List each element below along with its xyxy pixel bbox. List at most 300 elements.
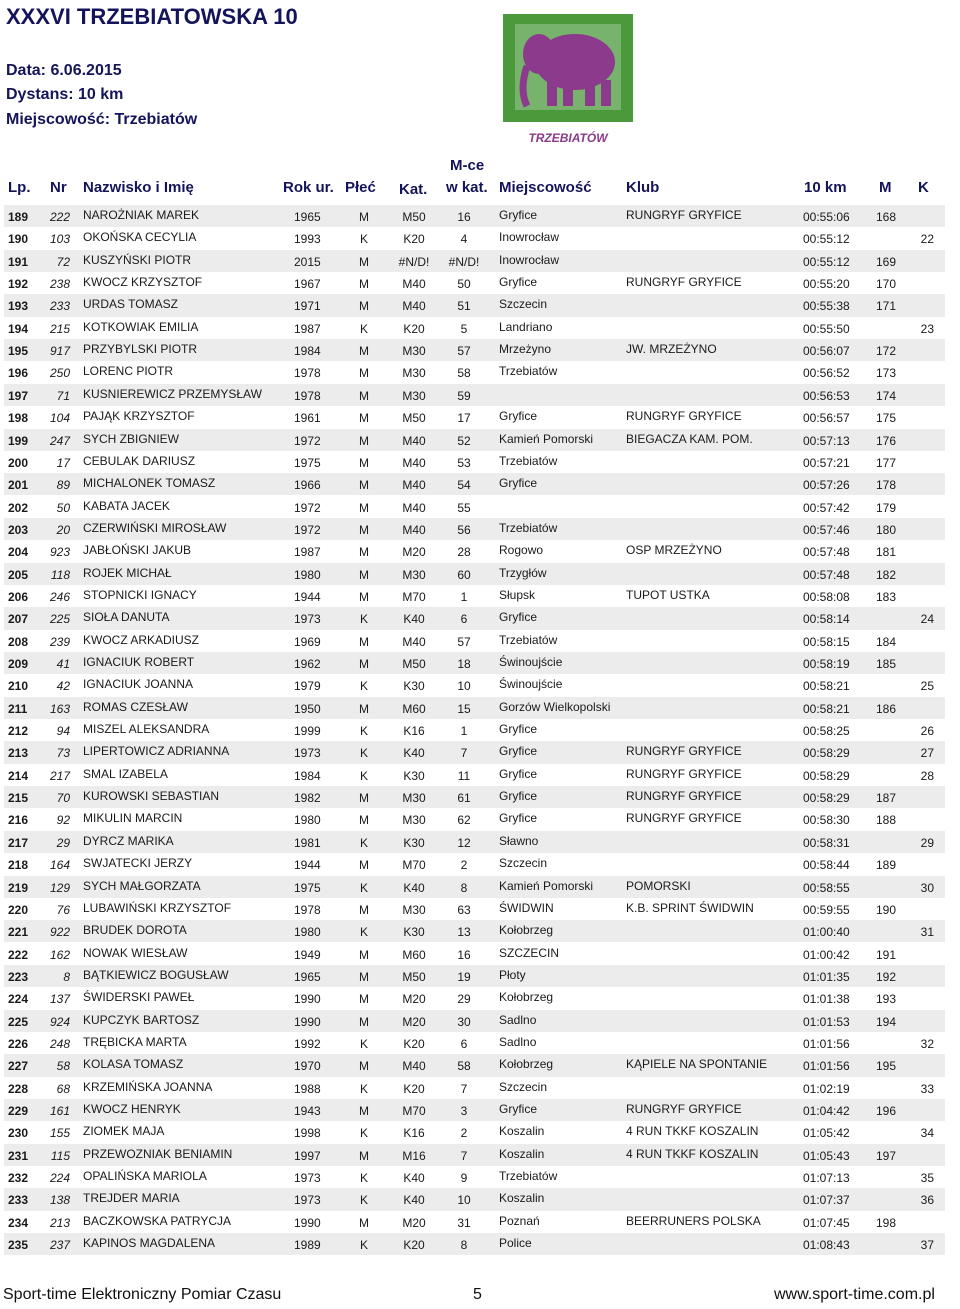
row-name: CEBULAK DARIUSZ xyxy=(83,453,196,468)
row-cat-place: 31 xyxy=(457,1215,471,1230)
row-cat: M20 xyxy=(402,992,426,1007)
row-year: 1984 xyxy=(294,344,321,359)
row-year: 1978 xyxy=(294,902,321,917)
row-cat: M50 xyxy=(402,210,426,224)
row-year: 1973 xyxy=(294,1193,321,1208)
row-lp: 235 xyxy=(8,1238,29,1253)
row-city: Kołobrzeg xyxy=(499,990,554,1005)
row-cat-place: 10 xyxy=(457,679,471,694)
row-cat: M40 xyxy=(402,478,426,493)
table-row xyxy=(4,272,945,294)
table-row xyxy=(4,361,945,383)
row-sex: M xyxy=(359,902,369,917)
row-name: KOLASA TOMASZ xyxy=(83,1057,184,1072)
table-row xyxy=(4,719,945,741)
row-nr: 922 xyxy=(49,925,70,940)
row-lp: 199 xyxy=(8,433,29,448)
row-lp: 192 xyxy=(8,277,29,292)
row-lp: 222 xyxy=(8,947,29,962)
row-cat: K20 xyxy=(403,1081,425,1096)
row-cat-place: 10 xyxy=(457,1193,471,1208)
row-year: 1969 xyxy=(294,634,321,649)
row-time: 00:55:12 xyxy=(803,232,850,247)
row-sex: M xyxy=(359,411,369,426)
row-cat: M40 xyxy=(402,1059,426,1074)
row-sex: M xyxy=(359,1104,369,1118)
row-sex: K xyxy=(359,724,368,739)
table-row xyxy=(4,451,945,473)
table-row xyxy=(4,518,945,540)
row-nr: 92 xyxy=(56,813,70,828)
row-place-k: 27 xyxy=(920,746,934,761)
row-lp: 234 xyxy=(8,1215,29,1230)
row-place-k: 29 xyxy=(920,835,934,850)
table-row xyxy=(4,1054,945,1076)
row-year: 1973 xyxy=(294,1171,321,1186)
row-nr: 70 xyxy=(56,791,70,806)
row-club: 4 RUN TKKF KOSZALIN xyxy=(626,1124,759,1139)
row-time: 00:57:42 xyxy=(803,500,850,515)
row-name: MICHALONEK TOMASZ xyxy=(83,476,216,491)
table-row xyxy=(4,1010,945,1032)
row-cat-place: 55 xyxy=(457,500,471,515)
row-name: CZERWIŃSKI MIROSŁAW xyxy=(83,520,227,535)
row-lp: 200 xyxy=(8,455,29,470)
row-time: 00:59:55 xyxy=(803,902,850,917)
row-lp: 191 xyxy=(8,254,29,269)
table-row xyxy=(4,674,945,696)
row-nr: 246 xyxy=(49,589,70,604)
row-cat: M30 xyxy=(402,388,426,403)
row-nr: 233 xyxy=(49,299,70,314)
row-year: 1972 xyxy=(294,500,321,515)
row-place-m: 187 xyxy=(876,791,897,806)
table-row xyxy=(4,943,945,965)
row-cat-place: 60 xyxy=(457,567,471,582)
row-year: 1966 xyxy=(294,478,321,493)
row-time: 00:57:46 xyxy=(803,522,850,537)
row-year: 1943 xyxy=(294,1104,321,1118)
row-cat: K40 xyxy=(403,746,425,761)
row-sex: K xyxy=(359,1238,368,1253)
row-name: KUROWSKI SEBASTIAN xyxy=(83,789,220,804)
row-cat-place: 7 xyxy=(460,1148,468,1163)
row-city: Trzebiatów xyxy=(499,520,558,535)
row-name: LORENC PIOTR xyxy=(83,364,174,379)
row-cat-place: 6 xyxy=(460,1036,468,1051)
row-city: Kamień Pomorski xyxy=(499,431,594,446)
row-nr: 215 xyxy=(49,321,70,336)
table-row xyxy=(4,741,945,763)
row-sex: M xyxy=(359,344,369,359)
row-cat: K20 xyxy=(403,232,425,247)
row-sex: M xyxy=(359,634,369,649)
row-place-k: 23 xyxy=(920,321,934,336)
row-year: 1972 xyxy=(294,433,321,448)
row-name: SWJATECKI JERZY xyxy=(83,856,193,871)
row-cat: K30 xyxy=(403,768,425,783)
row-year: 1978 xyxy=(294,388,321,403)
row-city: Szczecin xyxy=(499,856,548,871)
row-place-m: 180 xyxy=(876,522,897,537)
table-row xyxy=(4,429,945,451)
row-city: Trzebiatów xyxy=(499,453,558,468)
row-lp: 216 xyxy=(8,813,29,828)
row-time: 00:57:26 xyxy=(803,478,850,493)
row-place-m: 175 xyxy=(876,411,897,426)
row-sex: K xyxy=(359,768,368,783)
row-lp: 208 xyxy=(8,634,29,649)
row-year: 1975 xyxy=(294,880,321,895)
row-cat: K16 xyxy=(403,1126,425,1141)
row-nr: 76 xyxy=(56,902,70,917)
row-year: 1987 xyxy=(294,321,321,336)
row-sex: M xyxy=(359,366,369,381)
row-place-m: 192 xyxy=(876,969,897,984)
row-city: Landriano xyxy=(499,319,553,334)
row-time: 01:01:56 xyxy=(803,1036,850,1051)
row-time: 00:58:21 xyxy=(803,701,850,716)
row-nr: 104 xyxy=(49,411,70,426)
table-row xyxy=(4,540,945,562)
row-time: 01:07:13 xyxy=(803,1171,850,1186)
row-name: ROMAS CZESŁAW xyxy=(83,699,188,714)
row-nr: 138 xyxy=(49,1193,70,1208)
row-city: Trzebiatów xyxy=(499,1169,558,1184)
table-row xyxy=(4,250,945,272)
row-sex: M xyxy=(359,545,369,560)
row-time: 00:55:20 xyxy=(803,277,850,292)
row-place-k: 36 xyxy=(920,1193,934,1208)
row-cat: M30 xyxy=(402,813,426,828)
row-cat: K20 xyxy=(403,1238,425,1253)
row-nr: 29 xyxy=(56,835,70,850)
row-place-k: 31 xyxy=(920,925,934,940)
column-header xyxy=(0,157,960,200)
row-name: SMAL IZABELA xyxy=(83,766,168,781)
row-city: Koszalin xyxy=(499,1124,545,1139)
row-year: 1999 xyxy=(294,724,321,739)
table-row xyxy=(4,294,945,316)
table-row xyxy=(4,697,945,719)
table-row xyxy=(4,585,945,607)
row-place-m: 198 xyxy=(876,1215,897,1230)
row-name: OKOŃSKA CECYLIA xyxy=(83,230,197,245)
row-nr: 68 xyxy=(56,1081,70,1096)
row-club: RUNGRYF GRYFICE xyxy=(626,811,742,826)
row-cat-place: 58 xyxy=(457,1059,471,1074)
row-year: 1981 xyxy=(294,835,321,850)
row-cat-place: 8 xyxy=(460,880,468,895)
row-place-m: 196 xyxy=(876,1104,897,1118)
row-club: RUNGRYF GRYFICE xyxy=(626,766,742,781)
row-time: 01:00:40 xyxy=(803,925,850,940)
row-cat-place: 19 xyxy=(457,969,471,984)
table-row xyxy=(4,1211,945,1233)
row-city: Szczecin xyxy=(499,297,548,312)
row-cat: M30 xyxy=(402,567,426,582)
row-name: ZIOMEK MAJA xyxy=(83,1124,165,1139)
row-sex: K xyxy=(359,1193,368,1208)
row-nr: 923 xyxy=(49,545,70,560)
row-name: DYRCZ MARIKA xyxy=(83,833,174,848)
row-cat-place: 63 xyxy=(457,902,471,917)
row-sex: K xyxy=(359,1126,368,1141)
row-year: 1987 xyxy=(294,545,321,560)
row-nr: 115 xyxy=(50,1148,70,1163)
row-year: 1971 xyxy=(294,299,321,314)
row-name: KWOCZ HENRYK xyxy=(83,1102,181,1116)
row-nr: 225 xyxy=(49,612,70,627)
row-name: ROJEK MICHAŁ xyxy=(83,565,172,580)
row-sex: M xyxy=(359,478,369,493)
row-nr: 71 xyxy=(56,388,70,403)
row-sex: M xyxy=(359,433,369,448)
row-cat: M20 xyxy=(402,1014,426,1029)
row-sex: K xyxy=(359,1036,368,1051)
row-cat-place: 29 xyxy=(457,992,471,1007)
row-cat: K30 xyxy=(403,835,425,850)
row-time: 00:56:07 xyxy=(803,344,850,359)
row-time: 00:58:19 xyxy=(803,657,850,671)
row-city: Gryfice xyxy=(499,766,538,781)
row-sex: M xyxy=(359,1059,369,1074)
row-nr: 50 xyxy=(56,500,70,515)
table-row xyxy=(4,563,945,585)
table-row xyxy=(4,808,945,830)
row-cat-place: 7 xyxy=(460,746,468,761)
row-place-m: 169 xyxy=(876,254,897,269)
row-place-m: 176 xyxy=(876,433,897,448)
row-name: LIPERTOWICZ ADRIANNA xyxy=(83,744,230,759)
elephant-logo xyxy=(497,10,639,150)
row-place-m: 171 xyxy=(876,299,897,314)
row-cat: K40 xyxy=(403,1193,425,1208)
row-sex: M xyxy=(359,388,369,403)
row-cat-place: 58 xyxy=(457,366,471,381)
row-time: 00:58:15 xyxy=(803,634,850,649)
row-sex: M xyxy=(359,813,369,828)
row-nr: 164 xyxy=(49,858,70,873)
table-row xyxy=(4,786,945,808)
row-name: BĄTKIEWICZ BOGUSŁAW xyxy=(83,967,229,982)
row-name: URDAS TOMASZ xyxy=(83,297,178,312)
row-time: 00:56:52 xyxy=(803,366,850,381)
table-row xyxy=(4,831,945,853)
row-lp: 195 xyxy=(8,344,29,359)
row-year: 1967 xyxy=(294,277,321,292)
row-year: 1982 xyxy=(294,791,321,806)
row-city: SZCZECIN xyxy=(499,945,559,960)
row-cat-place: 15 xyxy=(457,701,471,716)
row-cat: #N/D! xyxy=(398,254,430,269)
row-cat: K30 xyxy=(403,925,425,940)
row-lp: 232 xyxy=(8,1171,29,1186)
row-nr: 17 xyxy=(56,455,70,470)
row-club: JW. MRZEŻYNO xyxy=(626,342,717,357)
row-lp: 206 xyxy=(8,589,29,604)
row-name: KAPINOS MAGDALENA xyxy=(83,1236,216,1251)
row-nr: 155 xyxy=(49,1126,70,1141)
row-club: 4 RUN TKKF KOSZALIN xyxy=(626,1146,759,1161)
row-place-m: 184 xyxy=(876,634,897,649)
row-lp: 219 xyxy=(8,880,29,895)
row-cat: M40 xyxy=(402,433,426,448)
row-cat: M40 xyxy=(402,634,426,649)
row-nr: 137 xyxy=(49,992,70,1007)
row-name: KOTKOWIAK EMILIA xyxy=(83,319,199,334)
row-lp: 225 xyxy=(8,1014,29,1029)
col-sex: Płeć xyxy=(345,179,376,196)
row-sex: M xyxy=(359,1215,369,1230)
row-nr: 72 xyxy=(56,254,70,269)
row-city: Sławno xyxy=(499,833,539,848)
row-lp: 217 xyxy=(8,835,29,850)
row-time: 00:58:25 xyxy=(803,724,850,739)
row-city: Świnoujście xyxy=(499,655,563,669)
row-cat: K16 xyxy=(403,724,425,739)
table-row xyxy=(4,1144,945,1166)
row-time: 01:05:43 xyxy=(803,1148,850,1163)
row-place-m: 190 xyxy=(876,902,897,917)
row-cat-place: 6 xyxy=(460,612,468,627)
row-city: Poznań xyxy=(499,1213,540,1228)
row-cat-place: 56 xyxy=(457,522,471,537)
row-lp: 230 xyxy=(8,1126,29,1141)
row-year: 1992 xyxy=(294,1036,321,1051)
row-year: 1984 xyxy=(294,768,321,783)
row-city: Gryfice xyxy=(499,811,538,826)
row-time: 00:58:55 xyxy=(803,880,850,895)
row-year: 2015 xyxy=(294,254,321,269)
row-lp: 223 xyxy=(8,969,29,984)
row-place-m: 186 xyxy=(876,701,897,716)
table-row xyxy=(4,406,945,428)
row-nr: 89 xyxy=(56,478,70,493)
row-lp: 209 xyxy=(8,657,29,671)
row-name: KUSNIEREWICZ PRZEMYSŁAW xyxy=(83,386,262,401)
row-name: PRZEWOZNIAK BENIAMIN xyxy=(83,1146,233,1161)
row-sex: K xyxy=(359,612,368,627)
row-year: 1975 xyxy=(294,455,321,470)
row-place-m: 172 xyxy=(876,344,897,359)
row-cat: M20 xyxy=(402,1215,426,1230)
row-nr: 58 xyxy=(56,1059,70,1074)
row-place-m: 178 xyxy=(876,478,897,493)
row-nr: 237 xyxy=(49,1238,70,1253)
row-time: 00:58:30 xyxy=(803,813,850,828)
row-time: 00:56:57 xyxy=(803,411,850,426)
col-nr: Nr xyxy=(50,179,67,196)
row-name: NOWAK WIESŁAW xyxy=(83,945,188,960)
row-nr: 238 xyxy=(49,277,70,292)
row-year: 1944 xyxy=(294,589,321,604)
row-time: 00:57:48 xyxy=(803,545,850,560)
table-row xyxy=(4,965,945,987)
row-cat: K40 xyxy=(403,880,425,895)
row-sex: K xyxy=(359,679,368,694)
row-place-m: 168 xyxy=(876,210,897,224)
row-sex: M xyxy=(359,947,369,962)
row-nr: 250 xyxy=(49,366,70,381)
row-city: Gryfice xyxy=(499,789,538,804)
table-row xyxy=(4,1099,945,1121)
row-lp: 233 xyxy=(8,1193,29,1208)
row-place-k: 25 xyxy=(920,679,934,694)
table-row xyxy=(4,205,945,227)
row-cat: M40 xyxy=(402,500,426,515)
table-row xyxy=(4,1077,945,1099)
row-sex: K xyxy=(359,925,368,940)
row-name: IGNACIUK JOANNA xyxy=(83,677,194,692)
row-city: Gryfice xyxy=(499,476,538,491)
row-sex: K xyxy=(359,321,368,336)
row-year: 1990 xyxy=(294,992,321,1007)
row-city: Inowrocław xyxy=(499,230,560,245)
row-year: 1970 xyxy=(294,1059,321,1074)
row-nr: 162 xyxy=(49,947,70,962)
row-sex: M xyxy=(359,969,369,984)
row-place-k: 37 xyxy=(920,1238,934,1253)
footer-left: Sport-time Elektroniczny Pomiar Czasu xyxy=(3,1286,282,1303)
row-year: 1973 xyxy=(294,612,321,627)
row-city: ŚWIDWIN xyxy=(499,900,554,915)
table-row xyxy=(4,496,945,518)
row-name: SYCH ZBIGNIEW xyxy=(83,431,180,446)
row-cat-place: 18 xyxy=(457,657,471,671)
table-row xyxy=(4,876,945,898)
row-time: 01:02:19 xyxy=(803,1081,850,1096)
row-sex: K xyxy=(359,1081,368,1096)
row-place-m: 179 xyxy=(876,500,897,515)
col-k: K xyxy=(918,179,929,196)
table-row xyxy=(4,764,945,786)
row-sex: M xyxy=(359,701,369,716)
row-nr: 924 xyxy=(49,1014,70,1029)
row-cat-place: 3 xyxy=(460,1104,468,1118)
row-place-m: 181 xyxy=(876,545,897,560)
row-lp: 229 xyxy=(8,1104,29,1118)
row-cat: M70 xyxy=(402,1104,426,1118)
row-nr: 163 xyxy=(49,701,70,716)
row-name: MISZEL ALEKSANDRA xyxy=(83,722,210,737)
row-cat-place: 50 xyxy=(457,277,471,292)
row-cat: K20 xyxy=(403,321,425,336)
row-cat-place: 16 xyxy=(457,947,471,962)
row-year: 1980 xyxy=(294,567,321,582)
row-lp: 211 xyxy=(8,701,28,716)
row-cat: M70 xyxy=(402,589,426,604)
row-cat-place: 57 xyxy=(457,634,471,649)
row-city: Sadlno xyxy=(499,1012,537,1027)
row-club: OSP MRZEŻYNO xyxy=(626,543,722,558)
row-cat: M30 xyxy=(402,791,426,806)
row-name: BRUDEK DOROTA xyxy=(83,923,187,938)
row-sex: M xyxy=(359,522,369,537)
row-year: 1990 xyxy=(294,1014,321,1029)
row-time: 00:55:38 xyxy=(803,299,850,314)
row-cat: M30 xyxy=(402,344,426,359)
table-row xyxy=(4,227,945,249)
col-cat: Kat. xyxy=(399,181,428,198)
row-lp: 215 xyxy=(8,791,29,806)
row-cat-place: 61 xyxy=(457,791,471,806)
row-city: Sadlno xyxy=(499,1034,537,1049)
row-nr: 217 xyxy=(49,768,70,783)
row-city: Gryfice xyxy=(499,275,538,290)
row-club: RUNGRYF GRYFICE xyxy=(626,409,742,424)
row-name: IGNACIUK ROBERT xyxy=(83,655,195,669)
